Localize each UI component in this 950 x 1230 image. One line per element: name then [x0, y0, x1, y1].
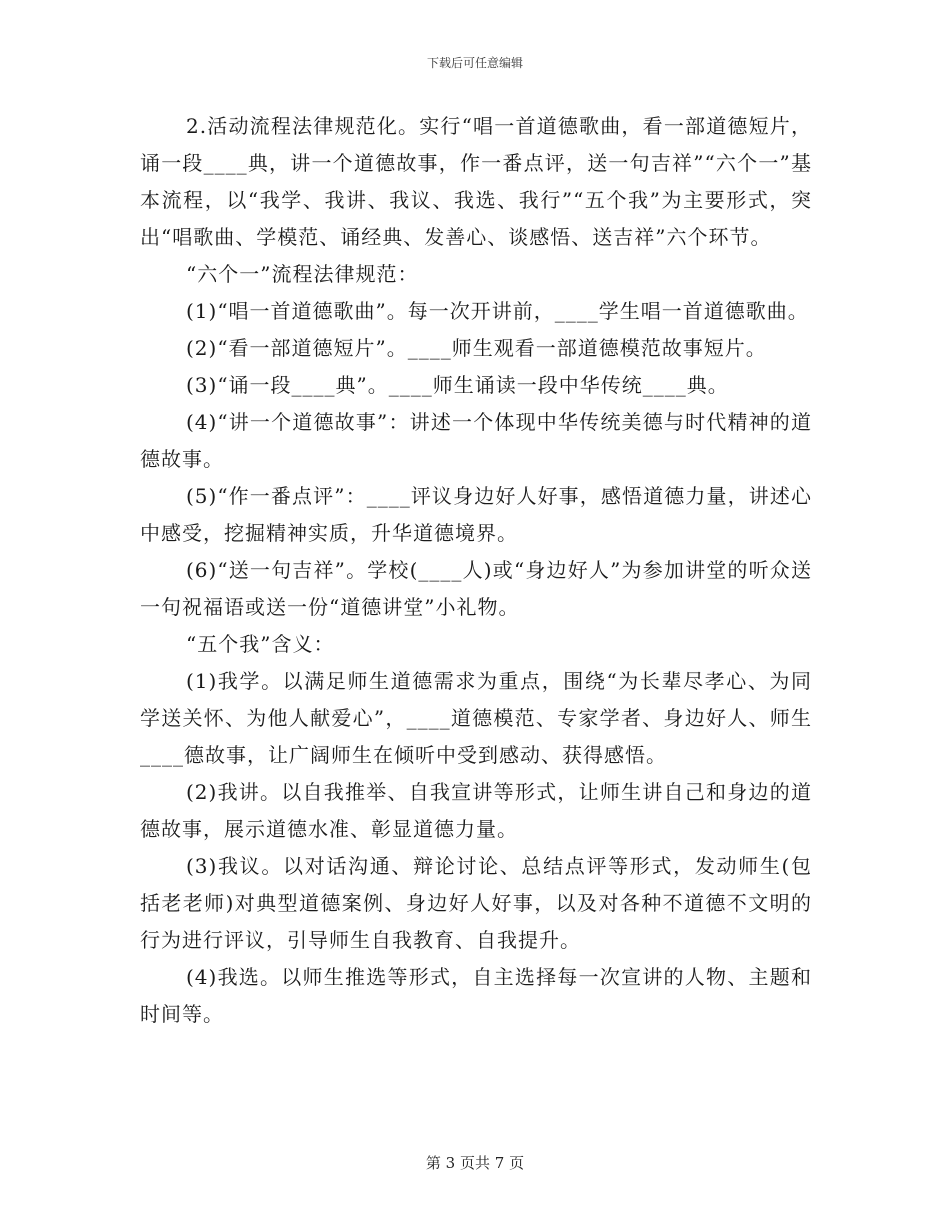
page-footer: 第 3 页共 7 页: [425, 1154, 525, 1172]
paragraph-six-ones-title: “六个一”流程法律规范：: [186, 262, 419, 286]
paragraph-six-ones-item-2: (2)“看一部道德短片”。____师生观看一部道德模范故事短片。: [186, 336, 767, 360]
paragraph-six-ones-item-5: (5)“作一番点评”：____评议身边好人好事，感悟道德力量，讲述心中感受，挖掘精神实质，升华道德境界。: [140, 484, 812, 545]
document-body: [140, 108, 812, 1033]
paragraph-five-me-item-4: (4)我选。以师生推选等形式，自主选择每一次宣讲的人物、主题和时间等。: [140, 965, 812, 1026]
paragraph-five-me-title: “五个我”含义：: [186, 632, 335, 656]
paragraph-activity-process: 2.活动流程法律规范化。实行“唱一首道德歌曲，看一部道德短片，诵一段____典，讲一个道德故事，作一番点评，送一句吉祥”“六个一”基本流程，以“我学、我讲、我议、我选、我行”“五个我”为主要形式，突出“唱歌曲、学模范、诵经典、发善心、谈感悟、送吉祥”六个环节。: [140, 114, 812, 249]
paragraph-six-ones-item-1: (1)“唱一首道德歌曲”。每一次开讲前，____学生唱一首道德歌曲。: [186, 299, 809, 323]
paragraph-six-ones-item-6: (6)“送一句吉祥”。学校(____人)或“身边好人”为参加讲堂的听众送一句祝福语或送一份“道德讲堂”小礼物。: [140, 558, 812, 619]
page-header: 下载后可任意编辑: [426, 56, 523, 70]
paragraph-five-me-item-1: (1)我学。以满足师生道德需求为重点，围绕“为长辈尽孝心、为同学送关怀、为他人献爱心”，____道德模范、专家学者、身边好人、师生____德故事，让广阔师生在倾听中受到感动、获得感悟。: [140, 669, 812, 767]
paragraph-six-ones-item-4: (4)“讲一个道德故事”：讲述一个体现中华传统美德与时代精神的道德故事。: [140, 410, 812, 471]
paragraph-five-me-item-2: (2)我讲。以自我推举、自我宣讲等形式，让师生讲自己和身边的道德故事，展示道德水准、彰显道德力量。: [140, 780, 812, 841]
paragraph-five-me-item-3: (3)我议。以对话沟通、辩论讨论、总结点评等形式，发动师生(包括老老师)对典型道德案例、身边好人好事，以及对各种不道德不文明的行为进行评议，引导师生自我教育、自我提升。: [140, 854, 812, 952]
paragraph-six-ones-item-3: (3)“诵一段____典”。____师生诵读一段中华传统____典。: [186, 373, 729, 397]
